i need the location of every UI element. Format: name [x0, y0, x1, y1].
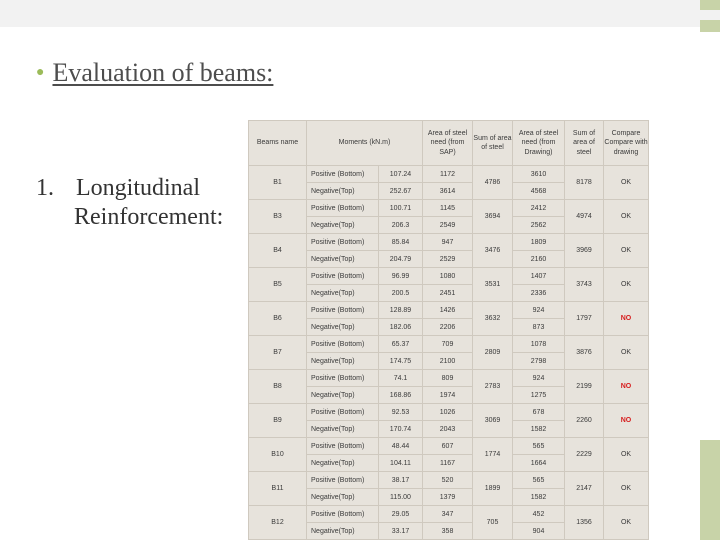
table-row: [249, 268, 649, 285]
accent-bar-bottom: [700, 440, 720, 540]
area-drawing-cell: 2798: [513, 353, 565, 370]
area-required-cell: 2043: [423, 421, 473, 438]
header-area-required: Area of steel need (from SAP): [423, 121, 473, 166]
moment-value-cell: 29.05: [379, 506, 423, 523]
table-row: [249, 166, 649, 183]
sum-drawing-cell: 3969: [565, 234, 604, 268]
table-row: [249, 200, 649, 217]
area-drawing-cell: 3610: [513, 166, 565, 183]
beam-name-cell: B12: [249, 506, 307, 540]
sum-drawing-cell: 2147: [565, 472, 604, 506]
compare-result-cell: OK: [604, 200, 649, 234]
moment-value-cell: 182.06: [379, 319, 423, 336]
area-drawing-cell: 4568: [513, 183, 565, 200]
compare-result-cell: NO: [604, 404, 649, 438]
moment-value-cell: 200.5: [379, 285, 423, 302]
moment-value-cell: 206.3: [379, 217, 423, 234]
moment-type-cell: Positive (Bottom): [307, 370, 379, 387]
area-required-cell: 1172: [423, 166, 473, 183]
area-required-cell: 2451: [423, 285, 473, 302]
area-required-cell: 358: [423, 523, 473, 540]
table-row: [249, 234, 649, 251]
beam-name-cell: B4: [249, 234, 307, 268]
moment-value-cell: 204.79: [379, 251, 423, 268]
moment-value-cell: 74.1: [379, 370, 423, 387]
beams-table: [248, 120, 649, 540]
header-beam-name: Beams name: [249, 121, 307, 166]
area-drawing-cell: 1275: [513, 387, 565, 404]
sum-drawing-cell: 2199: [565, 370, 604, 404]
sum-drawing-cell: 2260: [565, 404, 604, 438]
area-required-cell: 2529: [423, 251, 473, 268]
moment-type-cell: Negative(Top): [307, 217, 379, 234]
accent-bar-top: [700, 0, 720, 10]
area-required-cell: 709: [423, 336, 473, 353]
table-row: [249, 404, 649, 421]
header-compare: Compare Compare with drawing: [604, 121, 649, 166]
moment-value-cell: 100.71: [379, 200, 423, 217]
header-moments: Moments (kN.m): [307, 121, 423, 166]
sum-required-cell: 3694: [473, 200, 513, 234]
sum-drawing-cell: 8178: [565, 166, 604, 200]
sum-required-cell: 3632: [473, 302, 513, 336]
area-drawing-cell: 452: [513, 506, 565, 523]
moment-value-cell: 168.86: [379, 387, 423, 404]
area-drawing-cell: 1582: [513, 489, 565, 506]
table-body: [249, 166, 649, 540]
moment-value-cell: 252.67: [379, 183, 423, 200]
moment-type-cell: Positive (Bottom): [307, 438, 379, 455]
area-drawing-cell: 1078: [513, 336, 565, 353]
sum-drawing-cell: 3876: [565, 336, 604, 370]
area-drawing-cell: 1582: [513, 421, 565, 438]
moment-type-cell: Negative(Top): [307, 285, 379, 302]
area-required-cell: 1974: [423, 387, 473, 404]
moment-value-cell: 107.24: [379, 166, 423, 183]
area-drawing-cell: 873: [513, 319, 565, 336]
sum-required-cell: 4786: [473, 166, 513, 200]
moment-type-cell: Negative(Top): [307, 353, 379, 370]
beams-table-wrapper: [248, 120, 649, 540]
moment-type-cell: Positive (Bottom): [307, 404, 379, 421]
moment-type-cell: Positive (Bottom): [307, 472, 379, 489]
area-required-cell: 2549: [423, 217, 473, 234]
area-drawing-cell: 924: [513, 302, 565, 319]
compare-result-cell: NO: [604, 370, 649, 404]
moment-type-cell: Positive (Bottom): [307, 506, 379, 523]
compare-result-cell: OK: [604, 438, 649, 472]
area-required-cell: 1379: [423, 489, 473, 506]
sum-required-cell: 3069: [473, 404, 513, 438]
area-required-cell: 1026: [423, 404, 473, 421]
sum-required-cell: 705: [473, 506, 513, 540]
area-drawing-cell: 565: [513, 472, 565, 489]
moment-value-cell: 48.44: [379, 438, 423, 455]
section-label-line2: Reinforcement:: [74, 203, 224, 230]
compare-result-cell: OK: [604, 336, 649, 370]
area-required-cell: 607: [423, 438, 473, 455]
slide-title-text: Evaluation of beams:: [52, 58, 274, 87]
beam-name-cell: B7: [249, 336, 307, 370]
moment-value-cell: 115.00: [379, 489, 423, 506]
area-required-cell: 947: [423, 234, 473, 251]
area-required-cell: 809: [423, 370, 473, 387]
beam-name-cell: B3: [249, 200, 307, 234]
sum-required-cell: 3531: [473, 268, 513, 302]
table-header-row: [249, 121, 649, 166]
area-drawing-cell: 1809: [513, 234, 565, 251]
section-label: [36, 174, 223, 232]
moment-value-cell: 174.75: [379, 353, 423, 370]
area-required-cell: 2206: [423, 319, 473, 336]
accent-bar-upper: [700, 20, 720, 32]
moment-type-cell: Negative(Top): [307, 183, 379, 200]
sum-required-cell: 2809: [473, 336, 513, 370]
area-required-cell: 1167: [423, 455, 473, 472]
area-drawing-cell: 2412: [513, 200, 565, 217]
moment-value-cell: 170.74: [379, 421, 423, 438]
sum-required-cell: 1899: [473, 472, 513, 506]
sum-drawing-cell: 3743: [565, 268, 604, 302]
area-drawing-cell: 1664: [513, 455, 565, 472]
header-sum-required: Sum of area of steel: [473, 121, 513, 166]
beam-name-cell: B5: [249, 268, 307, 302]
moment-type-cell: Positive (Bottom): [307, 234, 379, 251]
compare-result-cell: OK: [604, 234, 649, 268]
area-required-cell: 1145: [423, 200, 473, 217]
area-required-cell: 347: [423, 506, 473, 523]
compare-result-cell: OK: [604, 472, 649, 506]
bullet-icon: ●: [36, 65, 45, 80]
area-drawing-cell: 678: [513, 404, 565, 421]
moment-value-cell: 96.99: [379, 268, 423, 285]
moment-type-cell: Negative(Top): [307, 421, 379, 438]
table-row: [249, 472, 649, 489]
sum-required-cell: 1774: [473, 438, 513, 472]
moment-value-cell: 65.37: [379, 336, 423, 353]
table-row: [249, 506, 649, 523]
section-label-line1: Longitudinal: [76, 175, 200, 201]
beam-name-cell: B9: [249, 404, 307, 438]
moment-type-cell: Negative(Top): [307, 387, 379, 404]
moment-value-cell: 92.53: [379, 404, 423, 421]
moment-value-cell: 104.11: [379, 455, 423, 472]
moment-value-cell: 38.17: [379, 472, 423, 489]
area-drawing-cell: 1407: [513, 268, 565, 285]
compare-result-cell: OK: [604, 506, 649, 540]
moment-type-cell: Negative(Top): [307, 455, 379, 472]
moment-type-cell: Positive (Bottom): [307, 166, 379, 183]
area-drawing-cell: 924: [513, 370, 565, 387]
sum-drawing-cell: 1356: [565, 506, 604, 540]
area-drawing-cell: 2336: [513, 285, 565, 302]
moment-type-cell: Negative(Top): [307, 319, 379, 336]
moment-type-cell: Negative(Top): [307, 489, 379, 506]
area-required-cell: 520: [423, 472, 473, 489]
beam-name-cell: B8: [249, 370, 307, 404]
header-area-drawing: Area of steel need (from Drawing): [513, 121, 565, 166]
beam-name-cell: B1: [249, 166, 307, 200]
header-sum-drawing: Sum of area of steel: [565, 121, 604, 166]
area-drawing-cell: 2562: [513, 217, 565, 234]
compare-result-cell: NO: [604, 302, 649, 336]
table-row: [249, 336, 649, 353]
moment-value-cell: 85.84: [379, 234, 423, 251]
moment-type-cell: Positive (Bottom): [307, 302, 379, 319]
moment-type-cell: Positive (Bottom): [307, 200, 379, 217]
moment-value-cell: 128.89: [379, 302, 423, 319]
beam-name-cell: B6: [249, 302, 307, 336]
beam-name-cell: B10: [249, 438, 307, 472]
area-drawing-cell: 904: [513, 523, 565, 540]
sum-drawing-cell: 2229: [565, 438, 604, 472]
table-row: [249, 302, 649, 319]
sum-drawing-cell: 4974: [565, 200, 604, 234]
area-required-cell: 3614: [423, 183, 473, 200]
moment-type-cell: Negative(Top): [307, 523, 379, 540]
compare-result-cell: OK: [604, 268, 649, 302]
compare-result-cell: OK: [604, 166, 649, 200]
moment-type-cell: Negative(Top): [307, 251, 379, 268]
moment-type-cell: Positive (Bottom): [307, 336, 379, 353]
area-required-cell: 1426: [423, 302, 473, 319]
moment-type-cell: Positive (Bottom): [307, 268, 379, 285]
moment-value-cell: 33.17: [379, 523, 423, 540]
list-number: 1.: [36, 175, 54, 201]
slide-title: [36, 58, 273, 88]
sum-drawing-cell: 1797: [565, 302, 604, 336]
sum-required-cell: 2783: [473, 370, 513, 404]
area-required-cell: 2100: [423, 353, 473, 370]
top-band: [0, 0, 720, 27]
table-row: [249, 438, 649, 455]
sum-required-cell: 3476: [473, 234, 513, 268]
area-drawing-cell: 2160: [513, 251, 565, 268]
area-drawing-cell: 565: [513, 438, 565, 455]
table-row: [249, 370, 649, 387]
area-required-cell: 1080: [423, 268, 473, 285]
beam-name-cell: B11: [249, 472, 307, 506]
